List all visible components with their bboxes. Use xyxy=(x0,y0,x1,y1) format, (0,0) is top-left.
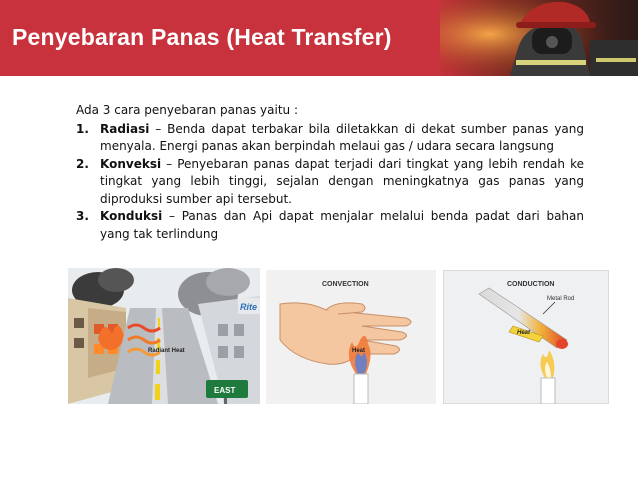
item-number: 3. xyxy=(76,209,89,223)
item-text: – Penyebaran panas dapat terjadi dari tingkat yang lebih rendah ke tingkat yang lebih tinggi, sejalan dengan meningkatnya gas panas yang diproduksi sumber api tersebut. xyxy=(100,156,584,206)
radiation-illustration xyxy=(68,268,260,404)
conduction-title: CONDUCTION xyxy=(507,281,555,288)
content xyxy=(76,102,584,243)
firefighter-photo xyxy=(440,0,638,76)
item-number: 2. xyxy=(76,156,89,171)
radiant-heat-label: Radiant Heat xyxy=(148,348,185,354)
list-item xyxy=(76,156,584,209)
convection-illustration xyxy=(266,270,436,404)
convection-title: CONVECTION xyxy=(322,281,369,288)
title-bar xyxy=(0,0,638,76)
convection-heat-label: Heat xyxy=(352,348,366,354)
transfer-list xyxy=(76,121,584,244)
list-item xyxy=(76,121,584,156)
item-term: Radiasi xyxy=(100,121,150,136)
item-term: Konveksi xyxy=(100,156,162,171)
item-term: Konduksi xyxy=(100,209,163,223)
list-item xyxy=(76,208,584,243)
item-number: 1. xyxy=(76,121,89,136)
conduction-heat-label: Heat xyxy=(517,330,531,336)
slide-title: Penyebaran Panas (Heat Transfer) xyxy=(12,24,392,50)
east-sign: EAST xyxy=(214,386,236,395)
item-text: – Panas dan Api dapat menjalar melalui benda padat dari bahan yang tak terlindung xyxy=(100,209,584,241)
intro-text: Ada 3 cara penyebaran panas yaitu : xyxy=(76,103,299,117)
conduction-illustration xyxy=(443,270,609,404)
store-sign: Rite xyxy=(240,302,258,312)
item-text: – Benda dapat terbakar bila diletakkan di dekat sumber panas yang menyala. Energi panas akan berpindah melaui gas / udara secara langsung xyxy=(100,121,584,153)
metal-rod-label: Metal Rod xyxy=(547,296,575,302)
